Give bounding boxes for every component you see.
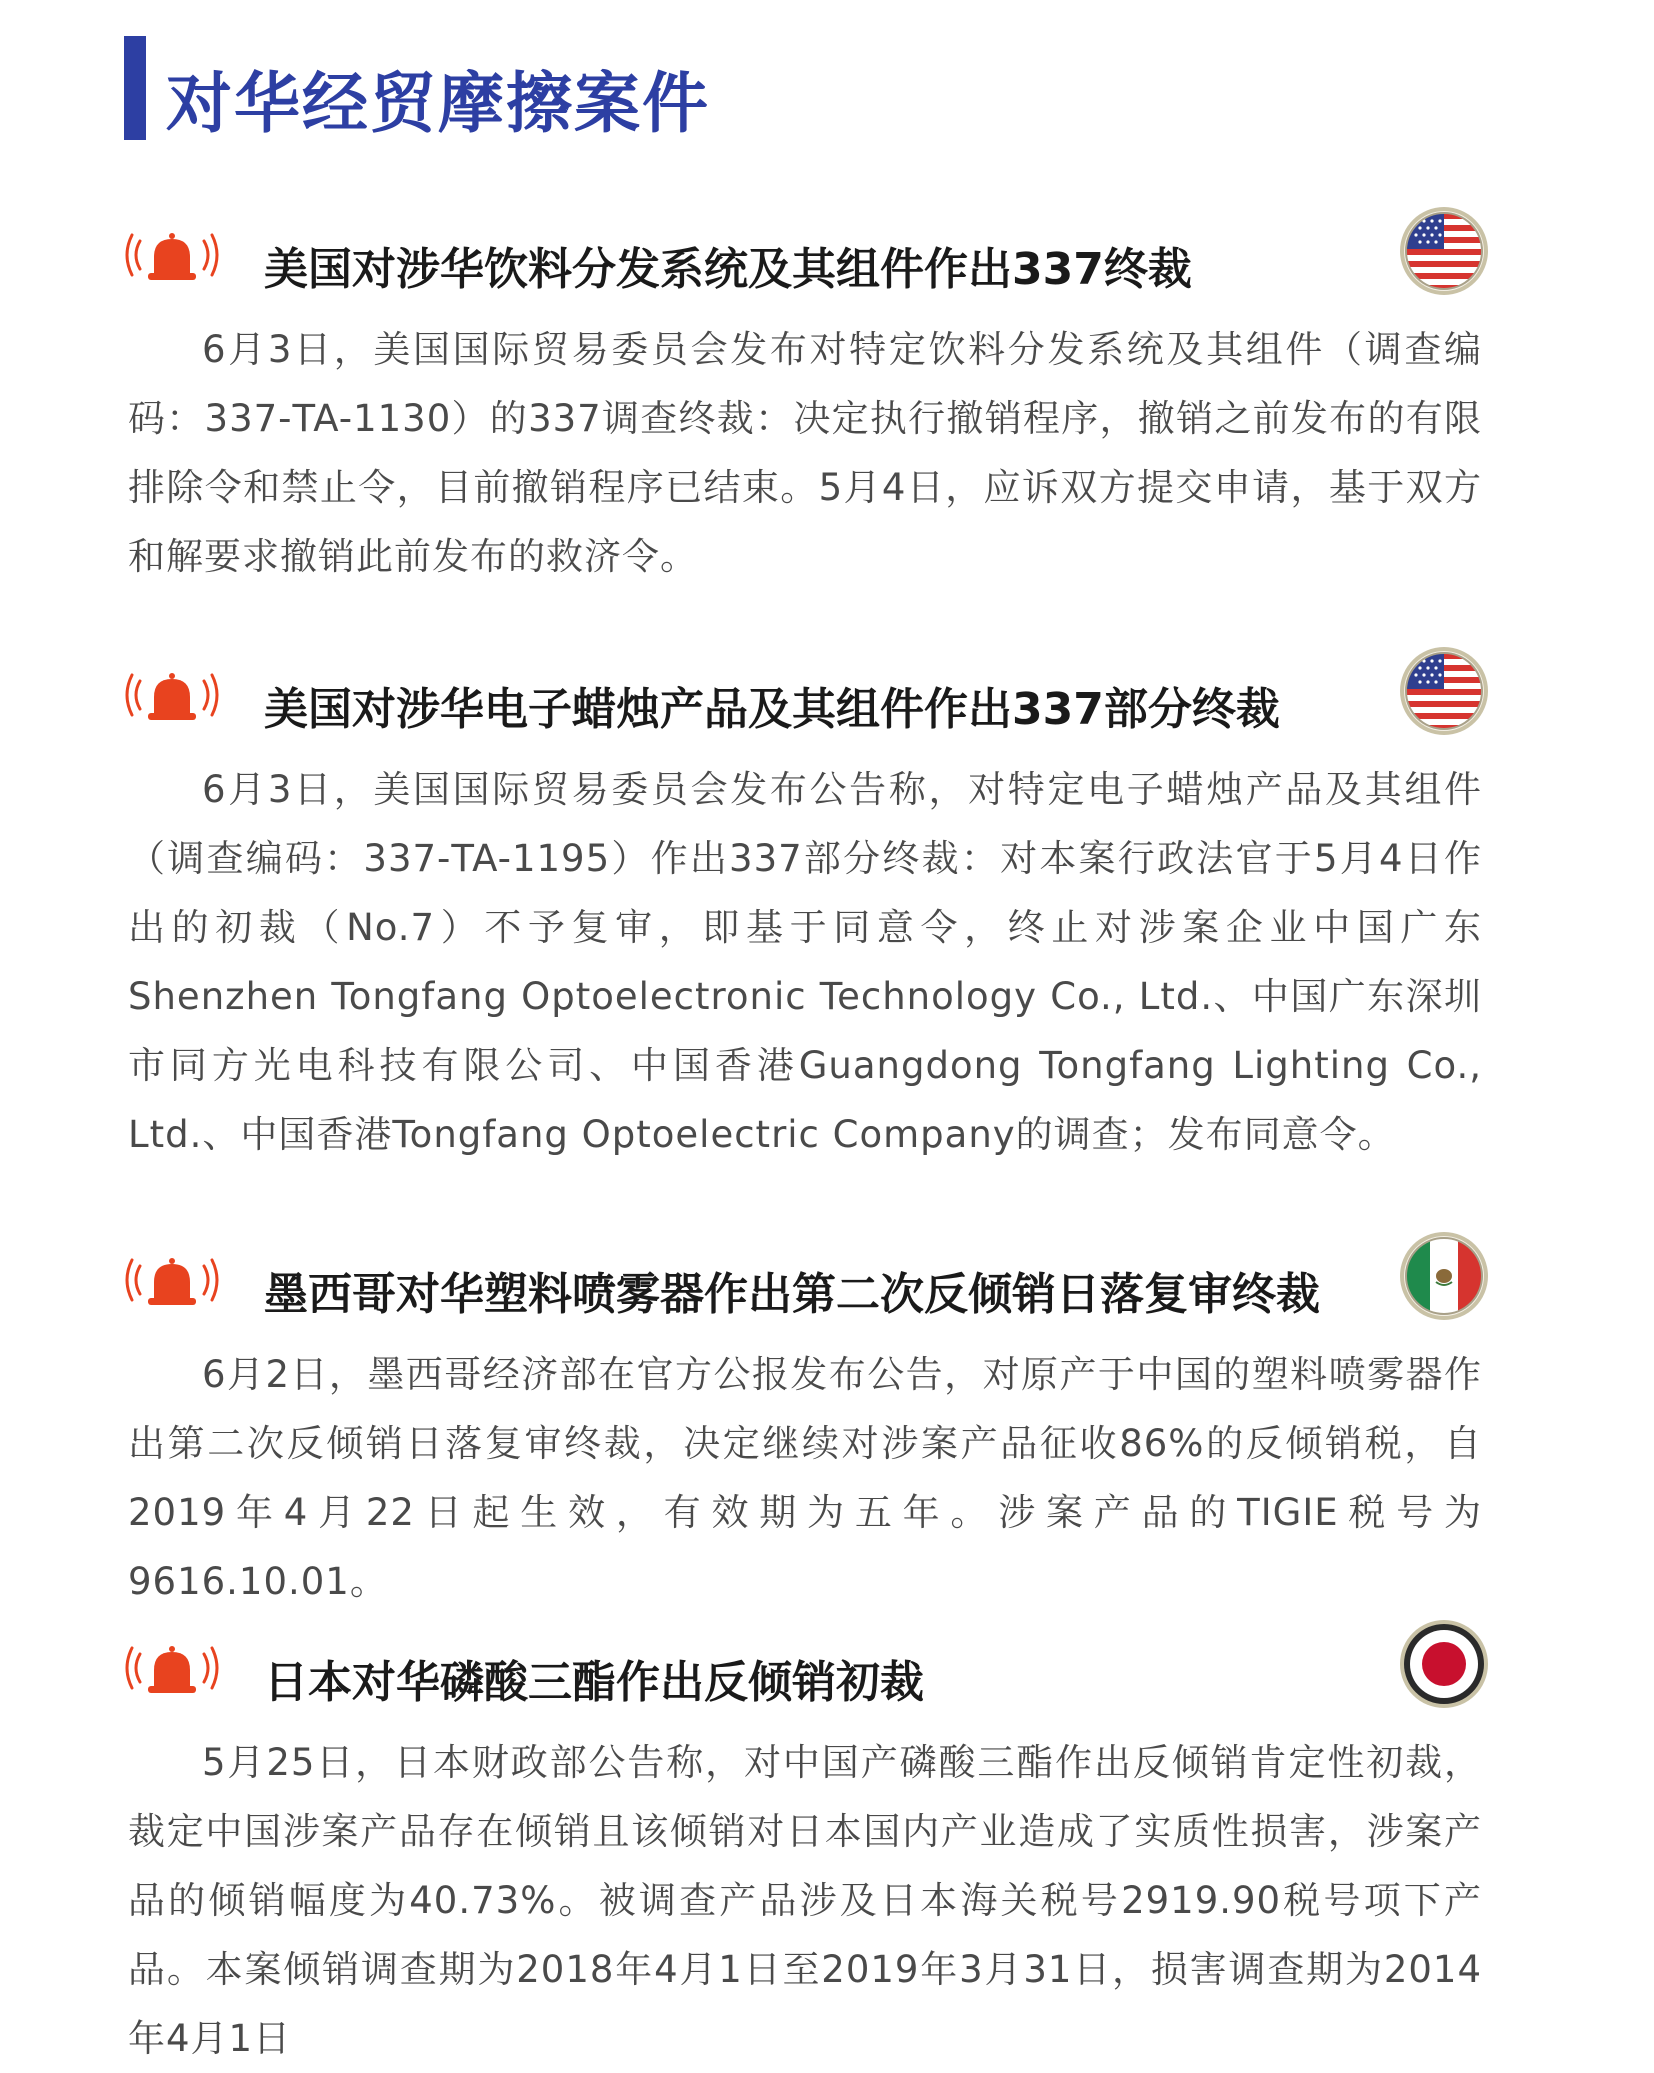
usa-flag-icon — [1398, 645, 1490, 737]
alarm-bell-icon — [124, 227, 220, 287]
usa-flag-icon — [1398, 205, 1490, 297]
alarm-bell-icon — [124, 667, 220, 727]
page-title: 对华经贸摩擦案件 — [166, 65, 710, 142]
case-item — [0, 205, 1654, 585]
header-accent-bar — [124, 36, 146, 140]
case-body: 6月2日，墨西哥经济部在官方公报发布公告，对原产于中国的塑料喷雾器作出第二次反倾销日落复审终裁，决定继续对涉案产品征收86%的反倾销税，自2019年4月22日起生效，有效期为五年。涉案产品的TIGIE税号为9616.10.01。 — [128, 1353, 1482, 1603]
case-body: 6月3日，美国国际贸易委员会发布公告称，对特定电子蜡烛产品及其组件（调查编码：337-TA-1195）作出337部分终裁：对本案行政法官于5月4日作出的初裁（No.7）不予复审，即基于同意令，终止对涉案企业中国广东Shenzhen Tongfang Optoelectronic Technology Co., Ltd.、中国广东深圳市同方光电科技有限公司、中国香港Guangdong Tongfang Lighting Co., Ltd.、中国香港Tongfang Optoelectric Company的调查；发布同意令。 — [128, 768, 1482, 1156]
case-item — [0, 1618, 1654, 2060]
alarm-bell-icon — [124, 1640, 220, 1700]
mexico-flag-icon — [1398, 1230, 1490, 1322]
japan-flag-icon — [1398, 1618, 1490, 1710]
case-item — [0, 1230, 1654, 1603]
case-title: 墨西哥对华塑料喷雾器作出第二次反倾销日落复审终裁 — [264, 1269, 1320, 1320]
alarm-bell-icon — [124, 1252, 220, 1312]
case-body: 5月25日，日本财政部公告称，对中国产磷酸三酯作出反倾销肯定性初裁，裁定中国涉案产品存在倾销且该倾销对日本国内产业造成了实质性损害，涉案产品的倾销幅度为40.73%。被调查产品涉及日本海关税号2919.90税号项下产品。本案倾销调查期为2018年4月1日至2019年3月31日，损害调查期为2014年4月1日 — [128, 1741, 1482, 2060]
case-title: 美国对涉华电子蜡烛产品及其组件作出337部分终裁 — [264, 684, 1280, 735]
case-title: 日本对华磷酸三酯作出反倾销初裁 — [264, 1657, 924, 1708]
case-title: 美国对涉华饮料分发系统及其组件作出337终裁 — [264, 244, 1192, 295]
case-item — [0, 645, 1654, 1185]
case-body: 6月3日，美国国际贸易委员会发布对特定饮料分发系统及其组件（调查编码：337-TA-1130）的337调查终裁：决定执行撤销程序，撤销之前发布的有限排除令和禁止令，目前撤销程序已结束。5月4日，应诉双方提交申请，基于双方和解要求撤销此前发布的救济令。 — [128, 328, 1482, 578]
